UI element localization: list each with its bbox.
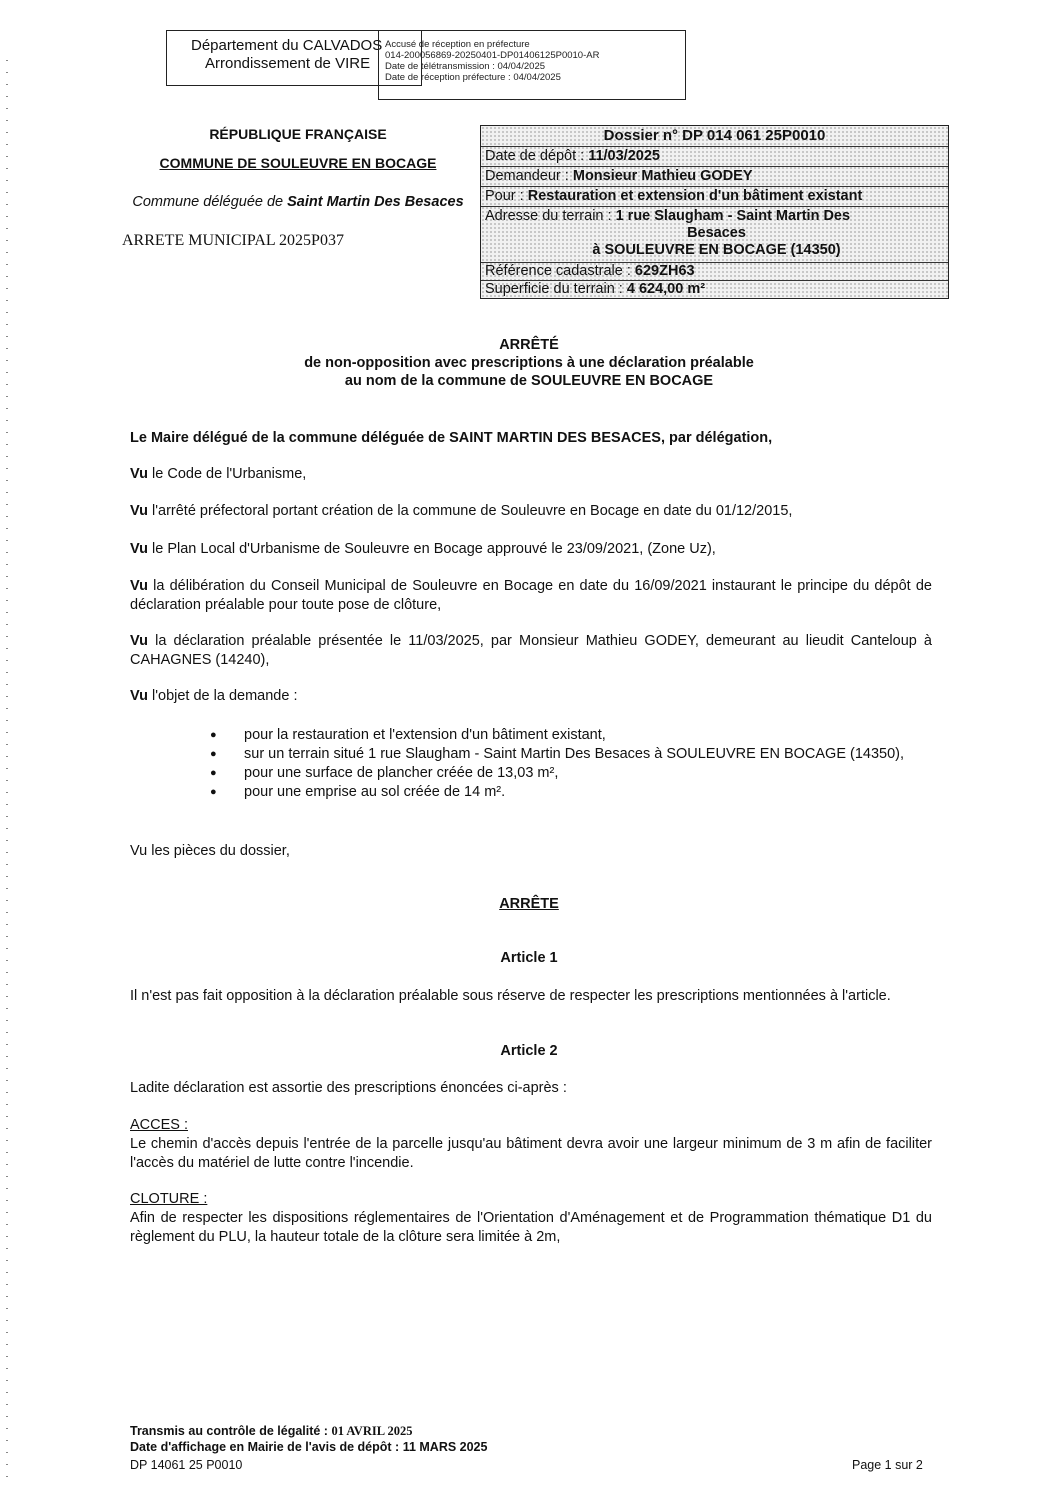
arrete-title: ARRÊTÉ — [499, 337, 559, 353]
adresse-label: Adresse du terrain : — [485, 208, 616, 224]
dossier-number: Dossier n° DP 014 061 25P0010 — [481, 126, 948, 147]
arrete-heading: ARRÊTE — [499, 896, 559, 912]
article-1-text: Il n'est pas fait opposition à la déclaration préalable sous réserve de respecter les prescriptions mentionnées à l'article. — [130, 988, 891, 1004]
list-item-text: pour une surface de plancher créée de 13,03 m², — [244, 765, 559, 781]
dossier-pour-row — [481, 187, 948, 207]
dossier-box — [480, 125, 949, 299]
commune-deleguee-name: Saint Martin Des Besaces — [287, 194, 464, 210]
dossier-cadastre-row — [481, 263, 948, 281]
vu-label: Vu — [130, 503, 148, 519]
stamp-line-2: 014-200056869-20250401-DP01406125P0010-AR — [385, 50, 600, 61]
vu-arrete-prefectoral — [130, 502, 932, 521]
cloture-heading: CLOTURE : — [130, 1191, 208, 1207]
vu-plu — [130, 540, 932, 559]
objet-list — [210, 726, 932, 802]
vu-text: le Plan Local d'Urbanisme de Souleuvre en Bocage approuvé le 23/09/2021, (Zone Uz), — [148, 541, 716, 557]
dossier-date-row — [481, 147, 948, 167]
vu-text: la délibération du Conseil Municipal de Souleuvre en Bocage en date du 16/09/2021 instaurant le principe du dépôt de déclaration préalable pour toute pose de clôture, — [130, 578, 932, 613]
vu-label: Vu — [130, 578, 148, 594]
vu-label: Vu — [130, 688, 148, 704]
vu-text: l'objet de la demande : — [148, 688, 298, 704]
vu-deliberation — [130, 577, 932, 615]
footer-dossier-ref: DP 14061 25 P0010 — [130, 1458, 243, 1472]
date-value: 11/03/2025 — [588, 148, 660, 164]
vu-text: la déclaration préalable présentée le 11/03/2025, par Monsieur Mathieu GODEY, demeurant au lieudit Canteloup à CAHAGNES (14240), — [130, 633, 932, 668]
maire-delegue: Le Maire délégué de la commune déléguée de SAINT MARTIN DES BESACES, par délégation, — [130, 430, 773, 446]
vu-declaration — [130, 632, 932, 670]
vu-label: Vu — [130, 633, 148, 649]
superficie-label: Superficie du terrain : — [485, 281, 627, 297]
dossier-demandeur-row — [481, 167, 948, 187]
bullet-icon: ● — [210, 729, 217, 741]
stamp-line-1: Accusé de réception en préfecture — [385, 39, 530, 50]
stamp-line-3: Date de télétransmission : 04/04/2025 — [385, 61, 546, 72]
cadastre-value: 629ZH63 — [634, 263, 695, 279]
reception-stamp — [378, 30, 686, 100]
cadastre-label: Référence cadastrale : — [485, 263, 635, 279]
superficie-value: 4 624,00 m² — [626, 281, 706, 297]
affichage-label: Date d'affichage en Mairie de l'avis de dépôt : — [130, 1440, 403, 1454]
transmis-label: Transmis au contrôle de légalité : — [130, 1424, 332, 1438]
list-item — [210, 783, 932, 802]
acces-text: Le chemin d'accès depuis l'entrée de la parcelle jusqu'au bâtiment devra avoir une largeur minimum de 3 m afin de faciliter l'accès du matériel de lutte contre l'incendie. — [130, 1136, 932, 1171]
page-number: Page 1 sur 2 — [852, 1458, 923, 1472]
dossier-superficie-row — [481, 281, 948, 298]
bullet-icon: ● — [210, 767, 217, 779]
vu-pieces: Vu les pièces du dossier, — [130, 843, 290, 859]
adresse-value-1: 1 rue Slaugham - Saint Martin Des — [615, 208, 851, 224]
demandeur-value: Monsieur Mathieu GODEY — [572, 168, 753, 184]
pour-label: Pour : — [485, 188, 528, 204]
commune-heading: COMMUNE DE SOULEUVRE EN BOCAGE — [159, 155, 437, 171]
arrete-municipal-number: ARRETE MUNICIPAL 2025P037 — [122, 232, 344, 249]
affichage-line — [130, 1440, 487, 1454]
list-item — [210, 726, 932, 745]
vu-label: Vu — [130, 541, 148, 557]
adresse-value-2: Besaces — [687, 225, 746, 241]
vu-label: Vu — [130, 466, 148, 482]
transmis-value: 01 AVRIL 2025 — [331, 1424, 413, 1438]
bullet-icon: ● — [210, 748, 217, 760]
commune-deleguee-prefix: Commune déléguée de — [132, 194, 288, 210]
arrete-subtitle-2: au nom de la commune de SOULEUVRE EN BOCAGE — [344, 373, 714, 389]
scan-margin-dots — [6, 60, 8, 1480]
departement-text: Département du CALVADOS — [191, 37, 383, 54]
affichage-value: 11 MARS 2025 — [402, 1440, 488, 1454]
list-item-text: sur un terrain situé 1 rue Slaugham - Saint Martin Des Besaces à SOULEUVRE EN BOCAGE (14350), — [244, 746, 905, 762]
date-label: Date de dépôt : — [485, 148, 589, 164]
list-item-text: pour une emprise au sol créée de 14 m². — [244, 784, 506, 800]
adresse-value-3: à SOULEUVRE EN BOCAGE (14350) — [592, 242, 841, 258]
transmis-line — [130, 1424, 413, 1439]
pour-value: Restauration et extension d'un bâtiment existant — [527, 188, 863, 204]
arrete-subtitle-1: de non-opposition avec prescriptions à une déclaration préalable — [304, 355, 754, 371]
republique-heading: RÉPUBLIQUE FRANÇAISE — [209, 126, 387, 142]
commune-deleguee — [128, 193, 468, 211]
acces-heading: ACCES : — [130, 1117, 189, 1133]
list-item — [210, 764, 932, 783]
vu-code-urbanisme — [130, 465, 932, 484]
vu-text: l'arrêté préfectoral portant création de la commune de Souleuvre en Bocage en date du 01/12/2015, — [148, 503, 793, 519]
dossier-adresse-row — [481, 207, 948, 263]
arrondissement-text: Arrondissement de VIRE — [205, 55, 371, 72]
vu-text: le Code de l'Urbanisme, — [148, 466, 307, 482]
article-2-title: Article 2 — [500, 1043, 558, 1059]
demandeur-label: Demandeur : — [485, 168, 573, 184]
article-2-text: Ladite déclaration est assortie des prescriptions énoncées ci-après : — [130, 1080, 567, 1096]
bullet-icon: ● — [210, 786, 217, 798]
vu-objet — [130, 687, 932, 706]
stamp-line-4: Date de réception préfecture : 04/04/2025 — [385, 72, 561, 83]
article-1-title: Article 1 — [500, 950, 558, 966]
list-item-text: pour la restauration et l'extension d'un bâtiment existant, — [244, 727, 606, 743]
cloture-text: Afin de respecter les dispositions réglementaires de l'Orientation d'Aménagement et de Programmation thématique D1 du règlement du PLU, la hauteur totale de la clôture sera limitée à 2m, — [130, 1210, 932, 1245]
list-item — [210, 745, 932, 764]
